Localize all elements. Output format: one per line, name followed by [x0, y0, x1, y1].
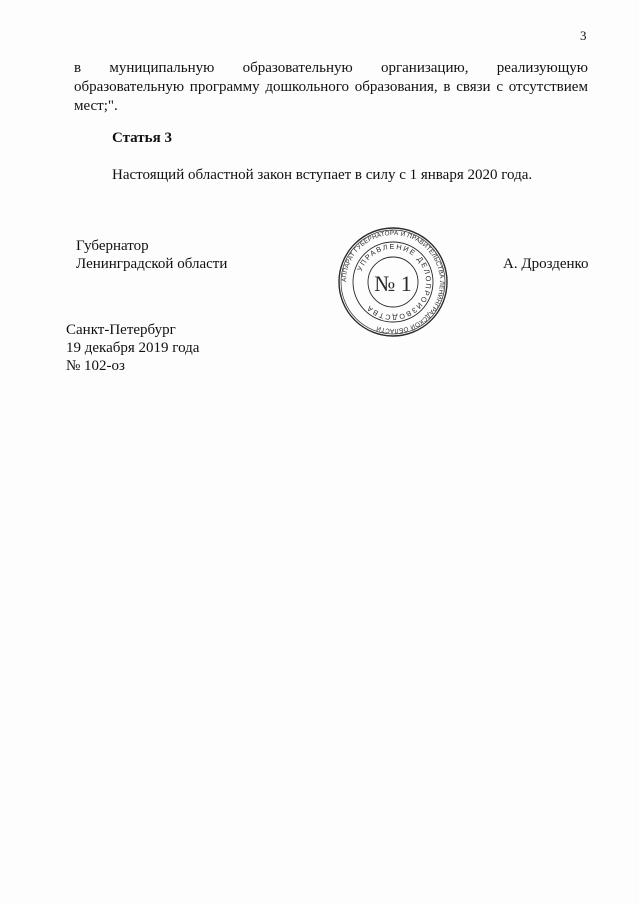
- paragraph-line-3: мест;".: [74, 98, 118, 114]
- word: образования,: [354, 79, 438, 95]
- word: с: [496, 79, 503, 95]
- word: отсутствием: [508, 79, 588, 95]
- article-text: Настоящий областной закон вступает в силу с 1 января 2020 года.: [112, 167, 533, 183]
- law-number: № 102-оз: [66, 358, 125, 374]
- word: организацию,: [380, 60, 469, 76]
- stamp-number: № 1: [374, 271, 412, 296]
- word: в: [74, 60, 82, 76]
- place-city: Санкт-Петербург: [66, 322, 176, 338]
- word: программу: [189, 79, 260, 95]
- stamp-outer-text: АППАРАТ ГУБЕРНАТОРА И ПРАВИТЕЛЬСТВА ЛЕНИНГРАДСКОЙ ОБЛАСТИ: [340, 229, 446, 335]
- word: дошкольного: [265, 79, 350, 95]
- paragraph-line-2: [74, 78, 588, 97]
- page-number: 3: [580, 28, 587, 43]
- word: муниципальную: [109, 60, 215, 76]
- word: связи: [456, 79, 491, 95]
- word: в: [443, 79, 451, 95]
- word: образовательную: [242, 60, 353, 76]
- official-stamp: [337, 226, 449, 338]
- paragraph-line-1: [74, 59, 588, 78]
- paragraph-intro: [74, 59, 588, 116]
- signatory-name: А. Дрозденко: [503, 256, 589, 272]
- article-heading: Статья 3: [112, 130, 172, 146]
- word: реализующую: [496, 60, 588, 76]
- signatory-title-line-2: Ленинградской области: [76, 256, 228, 272]
- signatory-title-line-1: Губернатор: [76, 238, 149, 254]
- stamp-inner-text: УПРАВЛЕНИЕ ДЕЛОПРОИЗВОДСТВА: [355, 241, 434, 323]
- word: образовательную: [74, 79, 185, 95]
- place-date: 19 декабря 2019 года: [66, 340, 200, 356]
